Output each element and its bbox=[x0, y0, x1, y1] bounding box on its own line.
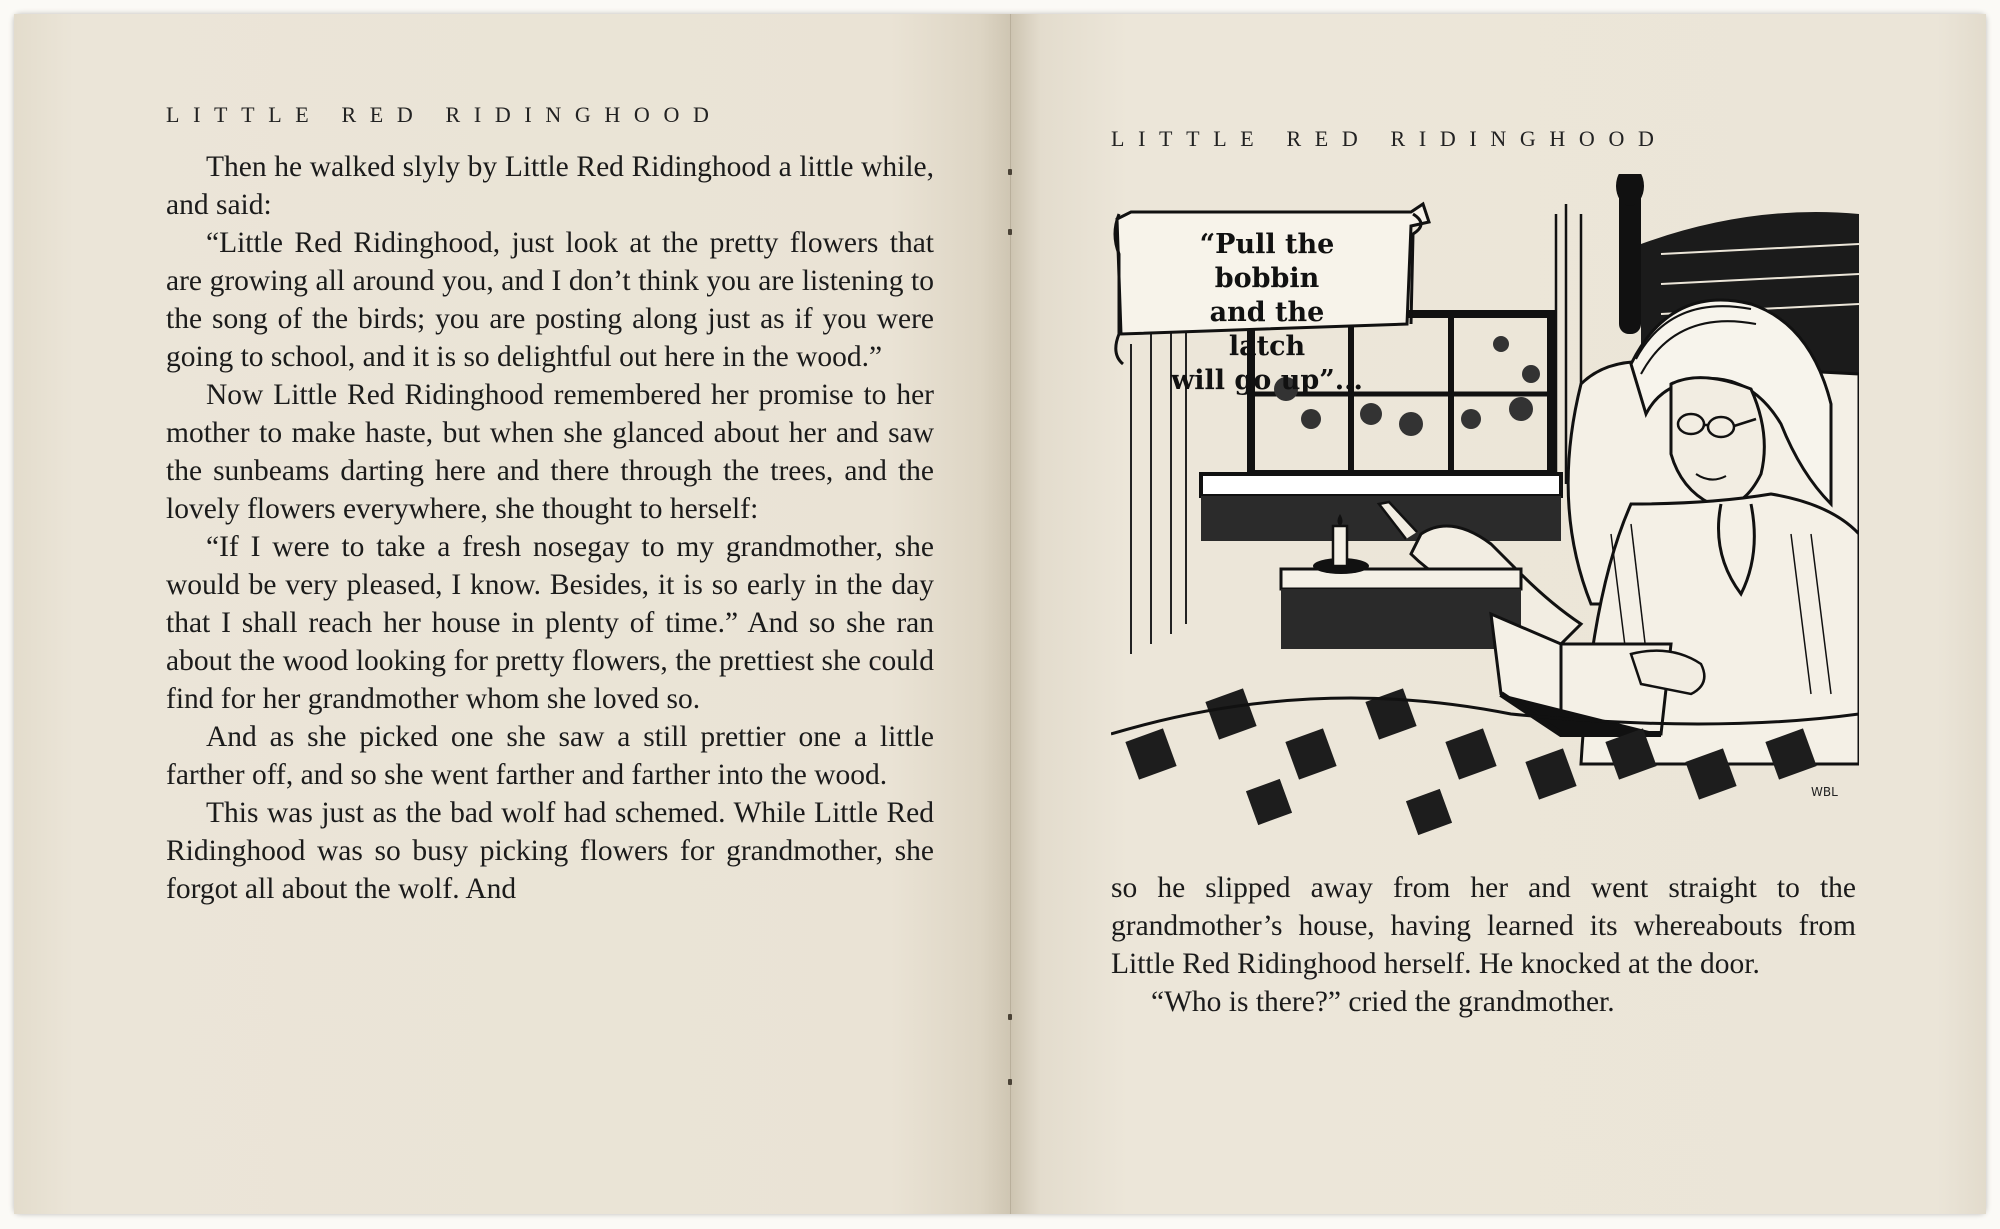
speech-banner bbox=[1169, 228, 1365, 398]
paragraph: “If I were to take a fresh nosegay to my grandmother, she would be very pleased, I know. Besides, it is so early in the day that I shall reach her house in plenty of time.” And so she ran about the wood looking for pretty flowers, the prettiest she could find for her grandmother whom she loved so. bbox=[166, 531, 934, 715]
right-page bbox=[1011, 14, 1986, 1214]
banner-line: “Pull the bobbin bbox=[1199, 229, 1335, 294]
paragraph: so he slipped away from her and went straight to the grandmother’s house, having learned its whereabouts from Little Red Ridinghood herself. He knocked at the door. bbox=[1111, 872, 1856, 980]
running-head-left: LITTLE RED RIDINGHOOD bbox=[166, 102, 723, 127]
binding-stitch bbox=[1008, 169, 1012, 175]
paragraph: “Who is there?” cried the grandmother. bbox=[1151, 986, 1615, 1018]
paragraph: Now Little Red Ridinghood remembered her promise to her mother to make haste, but when she glanced about her and saw the sunbeams darting here and there through the trees, and the lovely flowers everywhere, she thought to herself: bbox=[166, 379, 934, 525]
illustrator-signature: WBL bbox=[1811, 785, 1838, 799]
paragraph: Then he walked slyly by Little Red Ridinghood a little while, and said: bbox=[166, 151, 934, 221]
open-book bbox=[14, 14, 1986, 1214]
left-page bbox=[14, 14, 1011, 1214]
binding-stitch bbox=[1008, 229, 1012, 235]
paragraph: “Little Red Ridinghood, just look at the pretty flowers that are growing all around you, and I don’t think you are listening to the song of the birds; you are posting along just as if you were going to school, and it is so delightful out here in the wood.” bbox=[166, 227, 934, 373]
right-page-text bbox=[1111, 869, 1856, 1021]
banner-line: and the latch bbox=[1209, 297, 1325, 362]
left-page-text bbox=[166, 148, 934, 908]
banner-line: will go up”... bbox=[1171, 365, 1363, 396]
binding-stitch bbox=[1008, 1014, 1012, 1020]
paragraph: This was just as the bad wolf had schemed. While Little Red Ridinghood was so busy picking flowers for grandmother, she forgot all about the wolf. And bbox=[166, 797, 934, 905]
paragraph: And as she picked one she saw a still prettier one a little farther off, and so she went farther and farther into the wood. bbox=[166, 721, 934, 791]
binding-stitch bbox=[1008, 1079, 1012, 1085]
running-head-right: LITTLE RED RIDINGHOOD bbox=[1111, 126, 1668, 151]
grandmother-illustration bbox=[1111, 174, 1859, 854]
